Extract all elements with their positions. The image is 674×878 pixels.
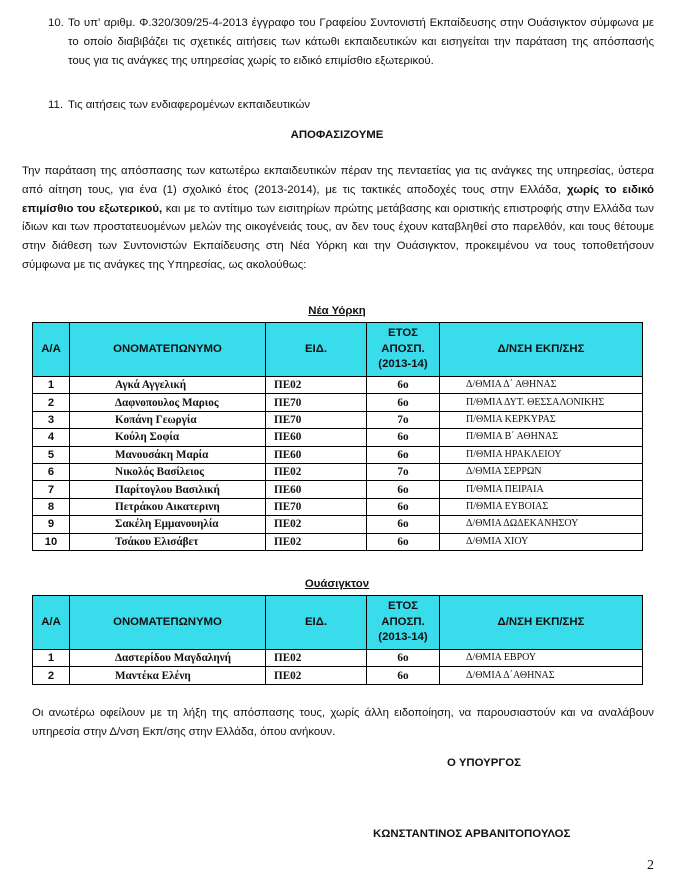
table-row xyxy=(33,411,643,428)
decision-heading: ΑΠΟΦΑΣΙΖΟΥΜΕ xyxy=(290,129,384,141)
teacher-name-cell: Πετράκου Αικατερινη xyxy=(70,498,266,515)
item-text: Τις αιτήσεις των ενδιαφερομένων εκπαιδευτικών xyxy=(68,99,311,111)
row-number-cell: 3 xyxy=(33,411,70,428)
directorate-cell: Δ/ΘΜΙΑ ΔΩΔΕΚΑΝΗΣΟΥ xyxy=(440,516,643,533)
secondment-year-cell: 6ο xyxy=(367,481,440,498)
specialty-cell: ΠΕ02 xyxy=(266,533,367,550)
secondment-year-cell: 6ο xyxy=(367,377,440,394)
specialty-cell: ΠΕ02 xyxy=(266,667,367,684)
directorate-cell: Π/ΘΜΙΑ ΕΥΒΟΙΑΣ xyxy=(440,498,643,515)
secondment-year-cell: 6ο xyxy=(367,516,440,533)
table-row xyxy=(33,377,643,394)
directorate-cell: Π/ΘΜΙΑ Β΄ ΑΘΗΝΑΣ xyxy=(440,429,643,446)
teacher-name-cell: Αγκά Αγγελική xyxy=(70,377,266,394)
teacher-name-cell: Νικολός Βασίλειος xyxy=(70,463,266,480)
header-year-line3: (2013-14) xyxy=(378,358,428,371)
directorate-cell: Δ/ΘΜΙΑ Δ΄ΑΘΗΝΑΣ xyxy=(440,667,643,684)
specialty-cell: ΠΕ70 xyxy=(266,394,367,411)
directorate-cell: Π/ΘΜΙΑ ΗΡΑΚΛΕΙΟΥ xyxy=(440,446,643,463)
directorate-cell: Δ/ΘΜΙΑ ΕΒΡΟΥ xyxy=(440,650,643,667)
specialty-cell: ΠΕ02 xyxy=(266,650,367,667)
secondment-year-cell: 6ο xyxy=(367,533,440,550)
item-number: 10. xyxy=(48,17,64,29)
teacher-name-cell: Μαντέκα Ελένη xyxy=(70,667,266,684)
header-spec: ΕΙΔ. xyxy=(266,323,367,377)
header-year xyxy=(367,596,440,650)
teacher-name-cell: Μανουσάκη Μαρία xyxy=(70,446,266,463)
table-row xyxy=(33,667,643,684)
specialty-cell: ΠΕ02 xyxy=(266,516,367,533)
table-row xyxy=(33,533,643,550)
header-year-line3: (2013-14) xyxy=(378,631,428,644)
header-name: ΟΝΟΜΑΤΕΠΩΝΥΜΟ xyxy=(70,323,266,377)
table-row xyxy=(33,394,643,411)
row-number-cell: 7 xyxy=(33,481,70,498)
teacher-name-cell: Παρίτογλου Βασιλική xyxy=(70,481,266,498)
table-row xyxy=(33,650,643,667)
row-number-cell: 6 xyxy=(33,463,70,480)
decision-text-bold: χωρίς το ειδικό επιμίσθιο του εξωτερικού, xyxy=(22,183,655,215)
header-year-line2: ΑΠΟΣΠ. xyxy=(381,615,425,628)
decision-text-part1: Την παράταση της απόσπασης των κατωτέρω εκπαιδευτικών πέραν της πενταετίας για τις ανάγκες της υπηρεσίας, ύστερα από αίτηση τους, για ένα (1) σχολικό έτος (2013-2014), με τις τακτικές αποδοχές τους στην Ελλάδα, xyxy=(22,165,654,196)
decision-paragraph xyxy=(22,162,654,275)
header-directorate: Δ/ΝΣΗ ΕΚΠ/ΣΗΣ xyxy=(440,323,643,377)
specialty-cell: ΠΕ70 xyxy=(266,411,367,428)
directorate-cell: Π/ΘΜΙΑ ΠΕΙΡΑΙΑ xyxy=(440,481,643,498)
table-row xyxy=(33,446,643,463)
secondment-year-cell: 7ο xyxy=(367,411,440,428)
teacher-name-cell: Σακέλη Εμμανουηλία xyxy=(70,516,266,533)
new-york-title: Νέα Υόρκη xyxy=(308,305,366,317)
header-year-line1: ΕΤΟΣ xyxy=(387,327,419,340)
directorate-cell: Δ/ΘΜΙΑ ΧΙΟΥ xyxy=(440,533,643,550)
row-number-cell: 9 xyxy=(33,516,70,533)
teacher-name-cell: Κοπάνη Γεωργία xyxy=(70,411,266,428)
table-header-row xyxy=(33,323,643,377)
row-number-cell: 4 xyxy=(33,429,70,446)
directorate-cell: Δ/ΘΜΙΑ ΣΕΡΡΩΝ xyxy=(440,463,643,480)
header-num: Α/Α xyxy=(33,596,70,650)
header-year-line1: ΕΤΟΣ xyxy=(387,600,419,613)
row-number-cell: 1 xyxy=(33,650,70,667)
row-number-cell: 10 xyxy=(33,533,70,550)
row-number-cell: 8 xyxy=(33,498,70,515)
table-row xyxy=(33,498,643,515)
header-year-line2: ΑΠΟΣΠ. xyxy=(381,342,425,355)
directorate-cell: Δ/ΘΜΙΑ Δ΄ ΑΘΗΝΑΣ xyxy=(440,377,643,394)
washington-title: Ουάσιγκτον xyxy=(304,578,370,590)
table-header-row xyxy=(33,596,643,650)
numbered-item-10 xyxy=(48,14,654,70)
signature-title: Ο ΥΠΟΥΡΓΟΣ xyxy=(447,757,521,769)
secondment-year-cell: 6ο xyxy=(367,446,440,463)
row-number-cell: 5 xyxy=(33,446,70,463)
secondment-year-cell: 6ο xyxy=(367,498,440,515)
decision-text-part2: και με το αντίτιμο των εισιτηρίων πρώτης μετάβασης και οριστικής επιστροφής στην Ελλάδα των ίδιων και των προστατευομένων μελών της οικογένειάς τους, αν δεν τους έχουν καταβληθεί στο παρελθόν, και τους θέτουμε στην διάθεση των Συντονιστών Εκπαίδευσης στη Νέα Υόρκη και την Ουάσιγκτον, προκειμένου να τους τοποθετήσουν σύμφωνα με τις ανάγκες της Υπηρεσίας, ως ακολούθως: xyxy=(22,202,655,271)
row-number-cell: 2 xyxy=(33,394,70,411)
table-row xyxy=(33,463,643,480)
directorate-cell: Π/ΘΜΙΑ ΚΕΡΚΥΡΑΣ xyxy=(440,411,643,428)
header-name: ΟΝΟΜΑΤΕΠΩΝΥΜΟ xyxy=(70,596,266,650)
header-spec: ΕΙΔ. xyxy=(266,596,367,650)
header-directorate: Δ/ΝΣΗ ΕΚΠ/ΣΗΣ xyxy=(440,596,643,650)
header-year xyxy=(367,323,440,377)
specialty-cell: ΠΕ60 xyxy=(266,429,367,446)
numbered-item-11 xyxy=(48,96,654,115)
header-num: Α/Α xyxy=(33,323,70,377)
teacher-name-cell: Κούλη Σοφία xyxy=(70,429,266,446)
teacher-name-cell: Δαφνοπουλος Μαριος xyxy=(70,394,266,411)
specialty-cell: ΠΕ70 xyxy=(266,498,367,515)
teacher-name-cell: Δαστερίδου Μαγδαληνή xyxy=(70,650,266,667)
specialty-cell: ΠΕ02 xyxy=(266,463,367,480)
row-number-cell: 1 xyxy=(33,377,70,394)
page-number: 2 xyxy=(647,858,654,873)
secondment-year-cell: 7ο xyxy=(367,463,440,480)
directorate-cell: Π/ΘΜΙΑ ΔΥΤ. ΘΕΣΣΑΛΟΝΙΚΗΣ xyxy=(440,394,643,411)
teacher-name-cell: Τσάκου Ελισάβετ xyxy=(70,533,266,550)
specialty-cell: ΠΕ02 xyxy=(266,377,367,394)
secondment-year-cell: 6ο xyxy=(367,394,440,411)
item-number: 11. xyxy=(48,99,63,111)
table-row xyxy=(33,429,643,446)
new-york-table xyxy=(32,322,643,551)
signature-name: ΚΩΝΣΤΑΝΤΙΝΟΣ ΑΡΒΑΝΙΤΟΠΟΥΛΟΣ xyxy=(373,828,571,840)
secondment-year-cell: 6ο xyxy=(367,429,440,446)
specialty-cell: ΠΕ60 xyxy=(266,481,367,498)
table-row xyxy=(33,481,643,498)
row-number-cell: 2 xyxy=(33,667,70,684)
secondment-year-cell: 6ο xyxy=(367,667,440,684)
washington-table xyxy=(32,595,643,685)
specialty-cell: ΠΕ60 xyxy=(266,446,367,463)
closing-paragraph: Οι ανωτέρω οφείλουν με τη λήξη της απόσπασης τους, χωρίς άλλη ειδοποίηση, να παρουσιαστούν και να αναλάβουν υπηρεσία στην Δ/νση Εκπ/σης στην Ελλάδα, όπου ανήκουν. xyxy=(32,707,654,738)
item-text: Το υπ’ αριθμ. Φ.320/309/25-4-2013 έγγραφο του Γραφείου Συντονιστή Εκπαίδευσης στην Ουάσιγκτον σύμφωνα με το οποίο διαβιβάζει τις σχετικές αιτήσεις των κάτωθι εκπαιδευτικών και εισηγείται την παράταση της απόσπασής τους για τις ανάγκες της υπηρεσίας χωρίς το ειδικό επιμίσθιο εξωτερικού. xyxy=(68,17,654,67)
secondment-year-cell: 6ο xyxy=(367,650,440,667)
table-row xyxy=(33,516,643,533)
